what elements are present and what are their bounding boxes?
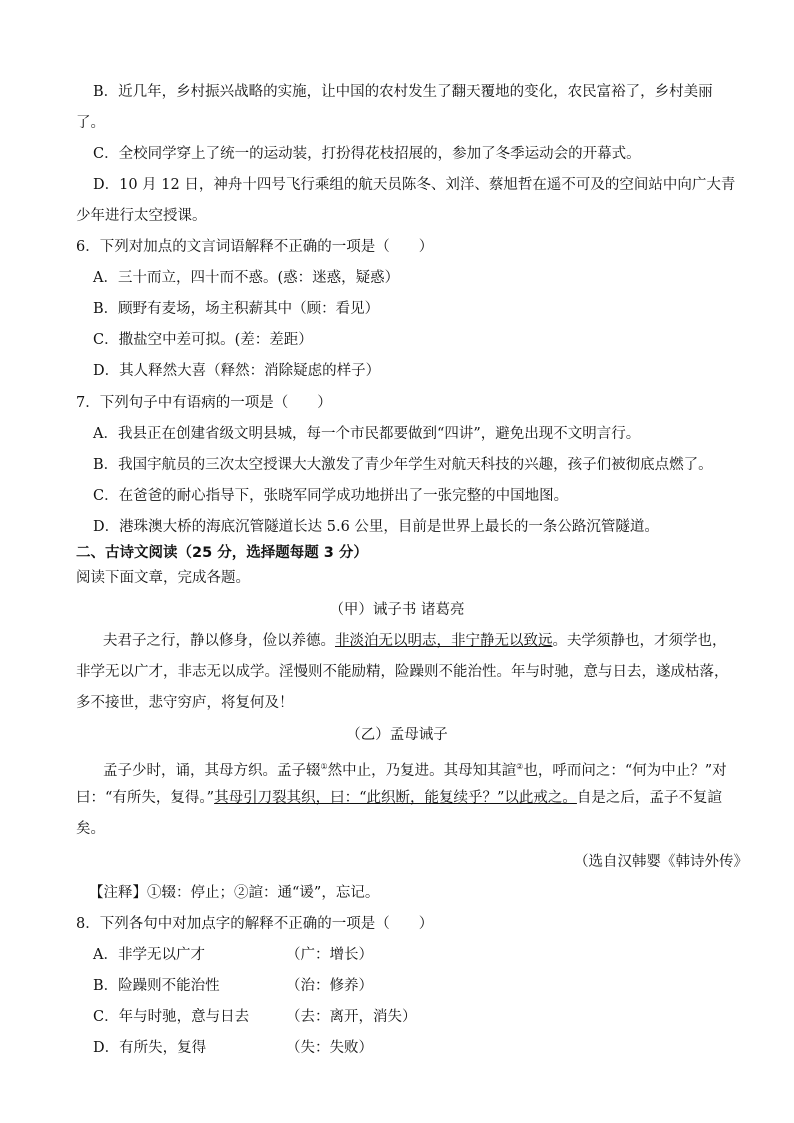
section-heading: 二、古诗文阅读（25 分，选择题每题 3 分）: [76, 545, 368, 561]
q8-option-d: D．有所失，复得: [93, 1040, 207, 1056]
q8-option-b: B．险躁则不能治性: [93, 978, 220, 994]
passage-jia-line2: 非学无以广才，非志无以成学。淫慢则不能励精，险躁则不能治性。年与时驰，意与日去，遂成枯落，: [76, 664, 729, 680]
underlined-sentence: 其母引刀裂其织，曰：“此织断，能复续乎？”以此戒之。: [214, 790, 577, 806]
q7-option-c: C．在爸爸的耐心指导下，张晓军同学成功地拼出了一张完整的中国地图。: [93, 488, 569, 504]
q5-option-c: C．全校同学穿上了统一的运动装，打扮得花枝招展的，参加了冬季运动会的开幕式。: [93, 146, 641, 162]
q6-option-b: B．顾野有麦场，场主积薪其中（顾：看见）: [93, 301, 380, 317]
q5-option-d-line1: D．10 月 12 日，神舟十四号飞行乘组的航天员陈冬、刘洋、蔡旭哲在遥不可及的空间站中向广大青: [93, 177, 736, 193]
q8-option-d-explanation: （失：失败）: [286, 1040, 373, 1056]
q8-option-a-explanation: （广：增长）: [286, 947, 373, 963]
footnote-marker: ②: [516, 762, 524, 771]
q6-option-d: D．其人释然大喜（释然：消除疑虑的样子）: [93, 363, 381, 379]
q5-option-b-line1: B．近几年，乡村振兴战略的实施，让中国的农村发生了翻天覆地的变化，农民富裕了，乡村美丽: [93, 84, 713, 100]
q6-option-a: A．三十而立，四十而不惑。(惑：迷惑，疑惑）: [93, 270, 400, 286]
passage-yi-line1: 孟子少时，诵，其母方织。孟子辍①然中止，乃复进。其母知其諠②也，呼而问之：“何为中止？”对: [103, 762, 727, 779]
passage-jia-line3: 多不接世，悲守穷庐，将复何及！: [76, 695, 294, 711]
q5-option-b-line2: 了。: [76, 115, 105, 131]
q7-option-a: A．我县正在创建省级文明县城，每一个市民都要做到“四讲”，避免出现不文明言行。: [93, 426, 641, 442]
underlined-sentence: 非淡泊无以明志，非宁静无以致远: [335, 633, 553, 649]
passage-source: （选自汉韩婴《韩诗外传》: [574, 854, 748, 870]
passage-yi-title: （乙）孟母诫子: [346, 727, 448, 743]
passage-jia-title: （甲）诫子书 诸葛亮: [329, 602, 465, 618]
q7-stem: 7．下列句子中有语病的一项是（ ）: [76, 395, 332, 411]
q6-option-c: C．撒盐空中差可拟。(差：差距）: [93, 332, 313, 348]
q5-option-d-line2: 少年进行太空授课。: [76, 208, 207, 224]
q8-stem: 8．下列各句中对加点字的解释不正确的一项是（ ）: [76, 916, 434, 932]
q7-option-d: D．港珠澳大桥的海底沉管隧道长达 5.6 公里，目前是世界上最长的一条公路沉管隧道。: [93, 519, 659, 535]
annotation-notes: 【注释】①辍：停止；②諠：通“谖”，忘记。: [89, 885, 380, 901]
passage-jia-line1: 夫君子之行，静以修身，俭以养德。非淡泊无以明志，非宁静无以致远。夫学须静也，才须学也，: [103, 633, 727, 649]
q8-option-c-explanation: （去：离开，消失）: [286, 1009, 417, 1025]
footnote-marker: ①: [320, 762, 328, 771]
q8-option-c: C．年与时驰，意与日去: [93, 1009, 250, 1025]
passage-yi-line3: 矣。: [76, 821, 105, 837]
q8-option-b-explanation: （治：修养）: [286, 978, 373, 994]
q8-option-a: A．非学无以广才: [93, 947, 205, 963]
q7-option-b: B．我国宇航员的三次太空授课大大激发了青少年学生对航天科技的兴趣，孩子们被彻底点燃了。: [93, 457, 713, 473]
section-instruction: 阅读下面文章，完成各题。: [76, 570, 250, 586]
q6-stem: 6．下列对加点的文言词语解释不正确的一项是（ ）: [76, 239, 434, 255]
passage-yi-line2: 曰：“有所失，复得。”其母引刀裂其织，曰：“此织断，能复续乎？”以此戒之。自是之后，孟子不复諠: [76, 790, 722, 806]
